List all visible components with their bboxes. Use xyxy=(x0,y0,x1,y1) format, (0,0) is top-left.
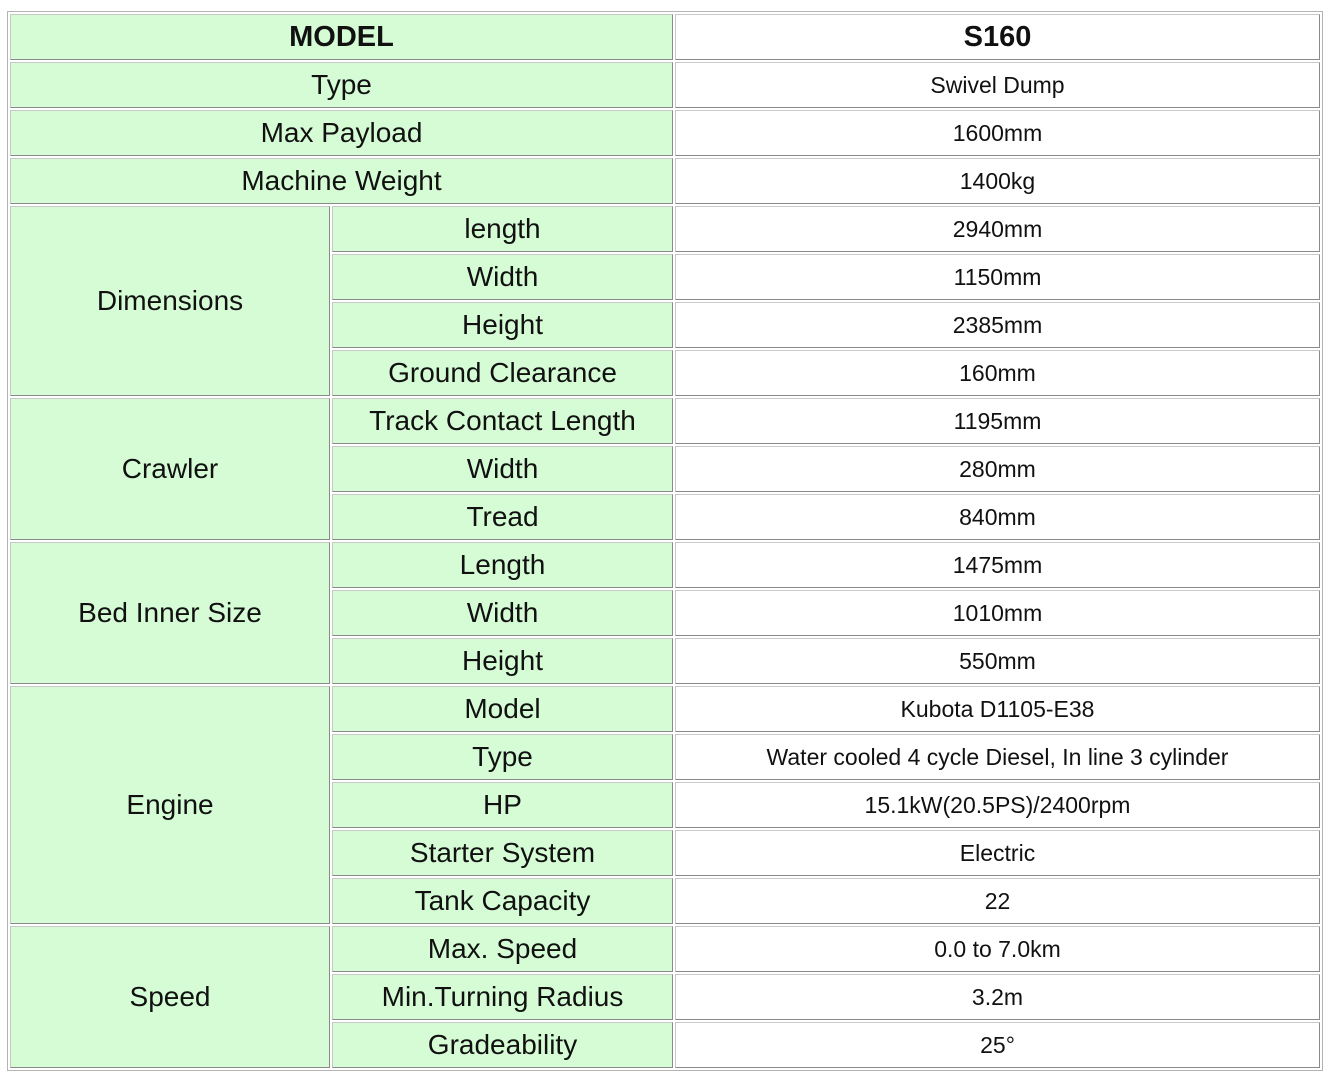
spec-value: 3.2m xyxy=(675,974,1320,1020)
spec-label: Ground Clearance xyxy=(332,350,673,396)
spec-label: Height xyxy=(332,638,673,684)
table-row xyxy=(10,110,1320,156)
dimensions-group-label: Dimensions xyxy=(10,206,330,396)
table-row xyxy=(10,14,1320,60)
spec-label: Width xyxy=(332,254,673,300)
spec-label: Height xyxy=(332,302,673,348)
spec-value: 280mm xyxy=(675,446,1320,492)
crawler-group-label: Crawler xyxy=(10,398,330,540)
spec-label: Tank Capacity xyxy=(332,878,673,924)
max-payload-value: 1600mm xyxy=(675,110,1320,156)
spec-label: Gradeability xyxy=(332,1022,673,1068)
bed-inner-size-group-label: Bed Inner Size xyxy=(10,542,330,684)
spec-label: HP xyxy=(332,782,673,828)
spec-value: 22 xyxy=(675,878,1320,924)
speed-group-label: Speed xyxy=(10,926,330,1068)
spec-value: 15.1kW(20.5PS)/2400rpm xyxy=(675,782,1320,828)
spec-value: Kubota D1105-E38 xyxy=(675,686,1320,732)
spec-value: 1150mm xyxy=(675,254,1320,300)
spec-label: Starter System xyxy=(332,830,673,876)
spec-value: 1475mm xyxy=(675,542,1320,588)
spec-label: Tread xyxy=(332,494,673,540)
table-row xyxy=(10,158,1320,204)
engine-group-label: Engine xyxy=(10,686,330,924)
model-header-value: S160 xyxy=(675,14,1320,60)
type-value: Swivel Dump xyxy=(675,62,1320,108)
spec-value: 840mm xyxy=(675,494,1320,540)
spec-value: 550mm xyxy=(675,638,1320,684)
spec-label: Min.Turning Radius xyxy=(332,974,673,1020)
machine-weight-value: 1400kg xyxy=(675,158,1320,204)
spec-value: 1010mm xyxy=(675,590,1320,636)
spec-value: 1195mm xyxy=(675,398,1320,444)
spec-value: 2940mm xyxy=(675,206,1320,252)
spec-label: Track Contact Length xyxy=(332,398,673,444)
table-row xyxy=(10,542,1320,588)
table-row xyxy=(10,398,1320,444)
spec-value: 160mm xyxy=(675,350,1320,396)
spec-value: 2385mm xyxy=(675,302,1320,348)
type-label: Type xyxy=(10,62,673,108)
spec-label: Length xyxy=(332,542,673,588)
machine-weight-label: Machine Weight xyxy=(10,158,673,204)
spec-value: 0.0 to 7.0km xyxy=(675,926,1320,972)
max-payload-label: Max Payload xyxy=(10,110,673,156)
spec-table xyxy=(7,11,1323,1071)
spec-label: length xyxy=(332,206,673,252)
spec-label: Width xyxy=(332,446,673,492)
table-row xyxy=(10,62,1320,108)
spec-value: 25° xyxy=(675,1022,1320,1068)
spec-label: Width xyxy=(332,590,673,636)
spec-value: Electric xyxy=(675,830,1320,876)
table-row xyxy=(10,206,1320,252)
model-header-label: MODEL xyxy=(10,14,673,60)
table-row xyxy=(10,686,1320,732)
spec-value: Water cooled 4 cycle Diesel, In line 3 cylinder xyxy=(675,734,1320,780)
spec-label: Model xyxy=(332,686,673,732)
spec-label: Max. Speed xyxy=(332,926,673,972)
spec-label: Type xyxy=(332,734,673,780)
table-row xyxy=(10,926,1320,972)
